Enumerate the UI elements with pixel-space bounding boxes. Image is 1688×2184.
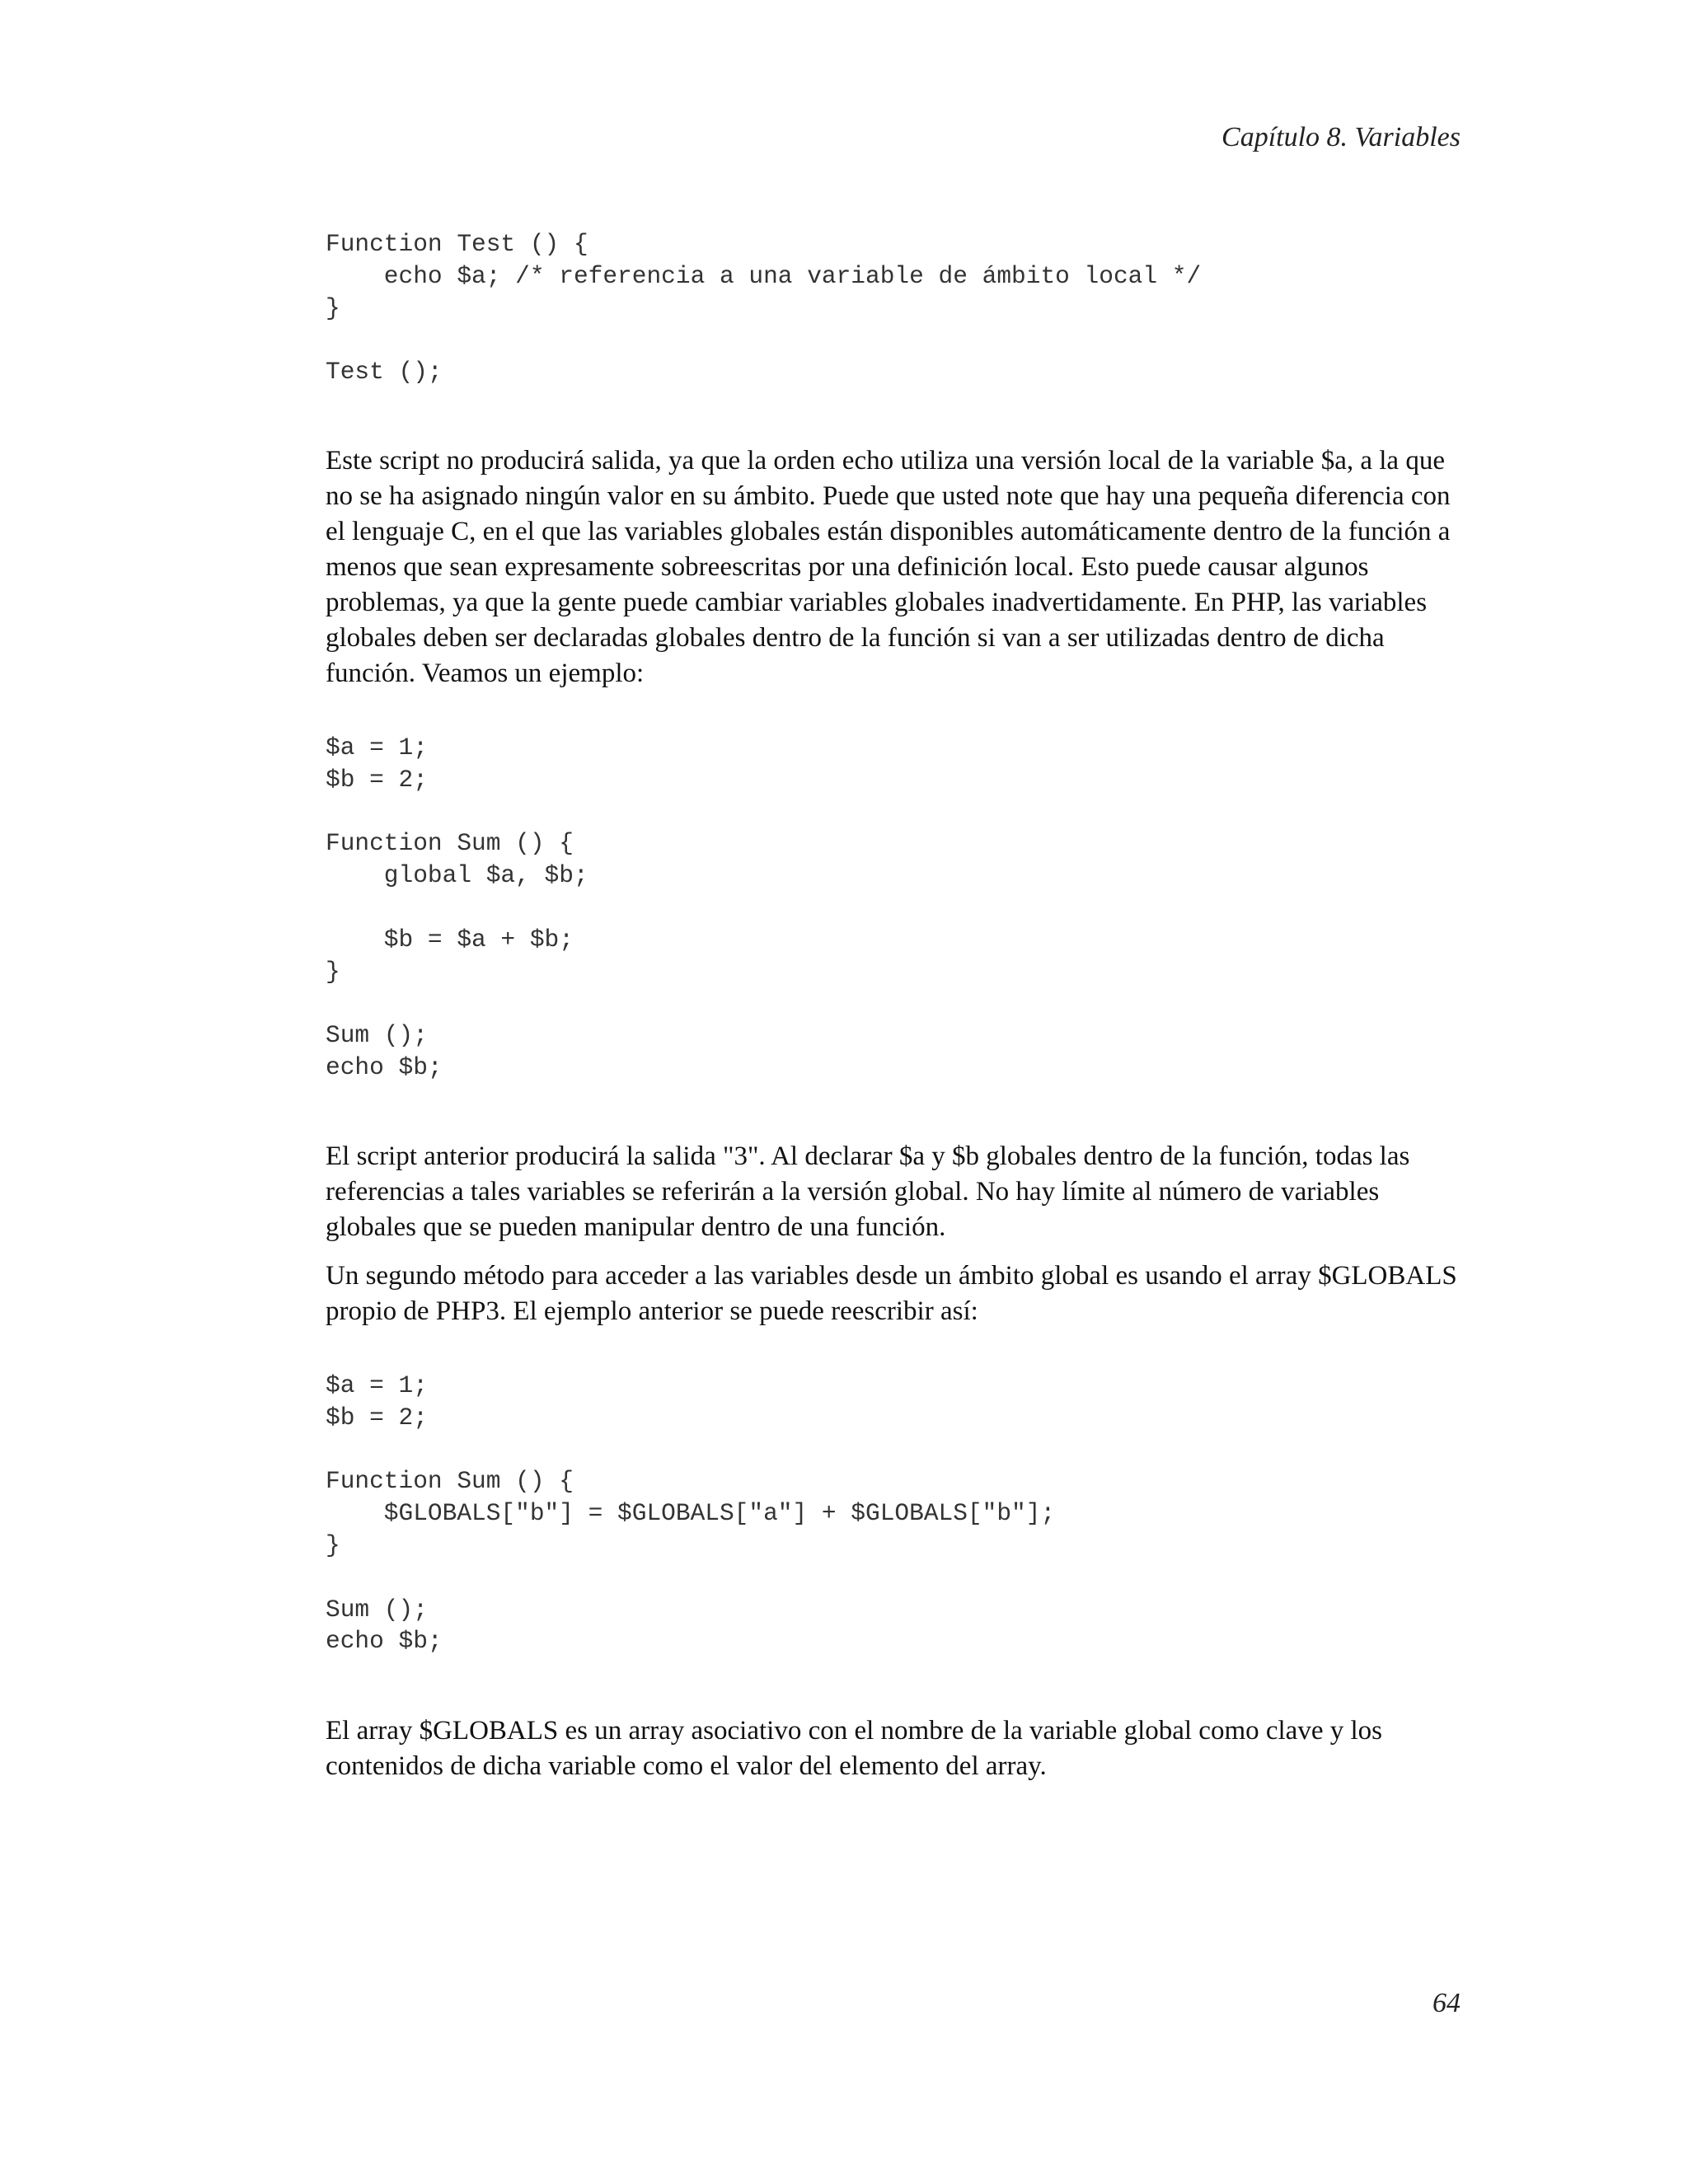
code-block-global-keyword: $a = 1; $b = 2; Function Sum () { global $a, $b; $b = $a + $b; } Sum (); echo $b; — [326, 733, 588, 1081]
chapter-header: Capítulo 8. Variables — [1221, 122, 1461, 152]
page-number: 64 — [1432, 1988, 1461, 2018]
code-block-globals-array: $a = 1; $b = 2; Function Sum () { $GLOBALS["b"] = $GLOBALS["a"] + $GLOBALS["b"]; } Sum (); echo $b; — [326, 1371, 1056, 1656]
paragraph-global-output: El script anterior producirá la salida "3". Al declarar $a y $b globales dentro de la función, todas las referencias a tales variables se referirán a la versión global. No hay límite al número de variables globales que se pueden manipular dentro de una función. — [326, 1141, 1410, 1242]
paragraph-globals-array-intro: Un segundo método para acceder a las variables desde un ámbito global es usando el array $GLOBALS propio de PHP3. El ejemplo anterior se puede reescribir así: — [326, 1261, 1457, 1326]
paragraph-globals-array-description: El array $GLOBALS es un array asociativo con el nombre de la variable global como clave y los contenidos de dicha variable como el valor del elemento del array. — [326, 1716, 1382, 1781]
paragraph-local-scope-explanation: Este script no producirá salida, ya que la orden echo utiliza una versión local de la variable $a, a la que no se ha asignado ningún valor en su ámbito. Puede que usted note que hay una pequeña diferencia con el lenguaje C, en el que las variables globales están disponibles automáticamente dentro de la función a menos que sean expresamente sobreescritas por una definición local. Esto puede causar algunos problemas, ya que la gente puede cambiar variables globales inadvertidamente. En PHP, las variables globales deben ser declaradas globales dentro de la función si van a ser utilizadas dentro de dicha función. Veamos un ejemplo: — [326, 446, 1451, 688]
code-block-test-function: Function Test () { echo $a; /* referencia a una variable de ámbito local */ } Test (); — [326, 230, 1202, 387]
